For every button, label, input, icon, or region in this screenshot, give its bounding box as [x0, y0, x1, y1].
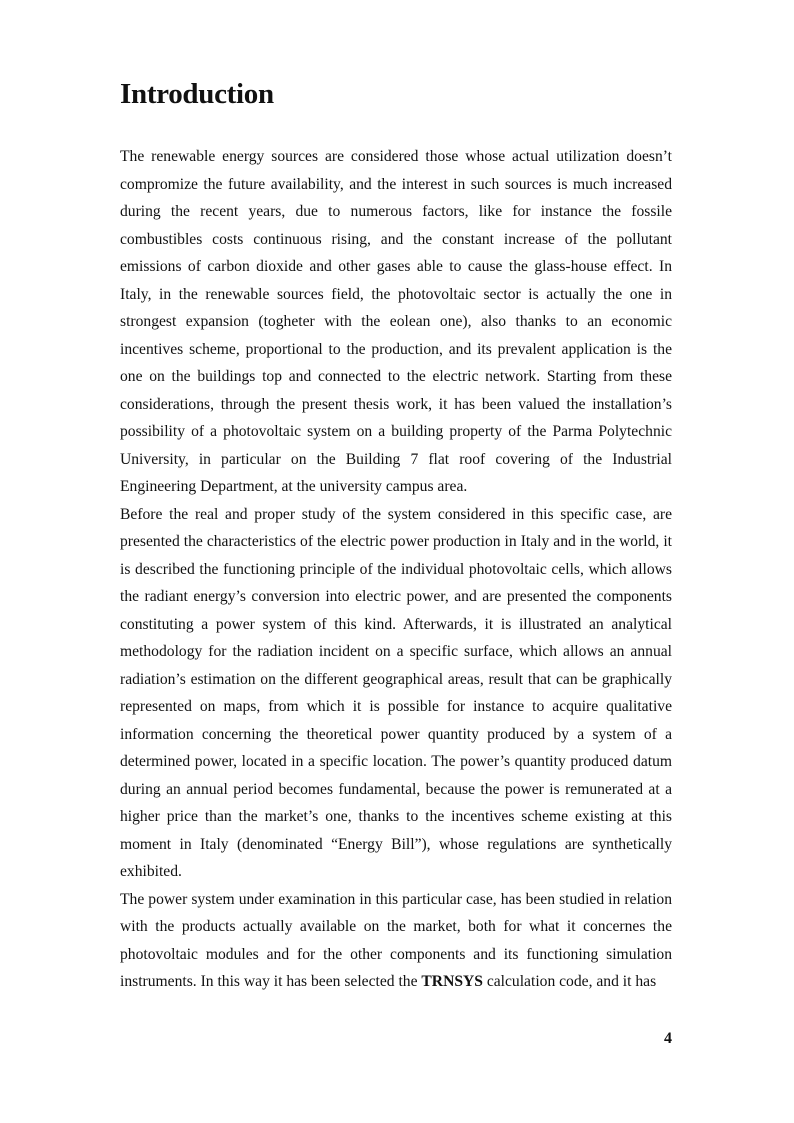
paragraph-3: [120, 886, 672, 996]
body-text: [120, 143, 672, 996]
paragraph-1: The renewable energy sources are considered those whose actual utilization doesn’t compromize the future availability, and the interest in such sources is much increased during the recent years, due to numerous factors, like for instance the fossile combustibles costs continuous rising, and the constant increase of the pollutant emissions of carbon dioxide and other gases able to cause the glass-house effect. In Italy, in the renewable sources field, the photovoltaic sector is actually the one in strongest expansion (togheter with the eolean one), also thanks to an economic incentives scheme, proportional to the production, and its prevalent application is the one on the buildings top and connected to the electric network. Starting from these considerations, through the present thesis work, it has been valued the installation’s possibility of a photovoltaic system on a building property of the Parma Polytechnic University, in particular on the Building 7 flat roof covering of the Industrial Engineering Department, at the university campus area.: [120, 148, 672, 495]
paragraph-3-text-start: The power system under examination in this particular case, has been studied in relation with the products actually available on the market, both for what it concernes the photovoltaic modules and for the other components and its functioning simulation instruments. In this way it has been selected the: [120, 890, 672, 990]
paragraph-3-text-end: calculation code, and it has: [482, 973, 657, 990]
paragraph-2: Before the real and proper study of the system considered in this specific case, are presented the characteristics of the electric power production in Italy and in the world, it is described the functioning principle of the individual photovoltaic cells, which allows the radiant energy’s conversion into electric power, and are presented the components constituting a power system of this kind. Afterwards, it is illustrated an analytical methodology for the radiation incident on a specific surface, which allows an annual radiation’s estimation on the different geographical areas, result that can be graphically represented on maps, from which it is possible for instance to acquire qualitative information concerning the theoretical power quantity produced by a system of a determined power, located in a specific location. The power’s quantity produced datum during an annual period becomes fundamental, because the power is remunerated at a higher price than the market’s one, thanks to the incentives scheme existing at this moment in Italy (denominated “Energy Bill”), whose regulations are synthetically exhibited.: [120, 505, 672, 880]
page-number: 4: [664, 1030, 672, 1047]
trnsys-term: TRNSYS: [421, 973, 483, 990]
page-title: Introduction: [120, 78, 274, 110]
